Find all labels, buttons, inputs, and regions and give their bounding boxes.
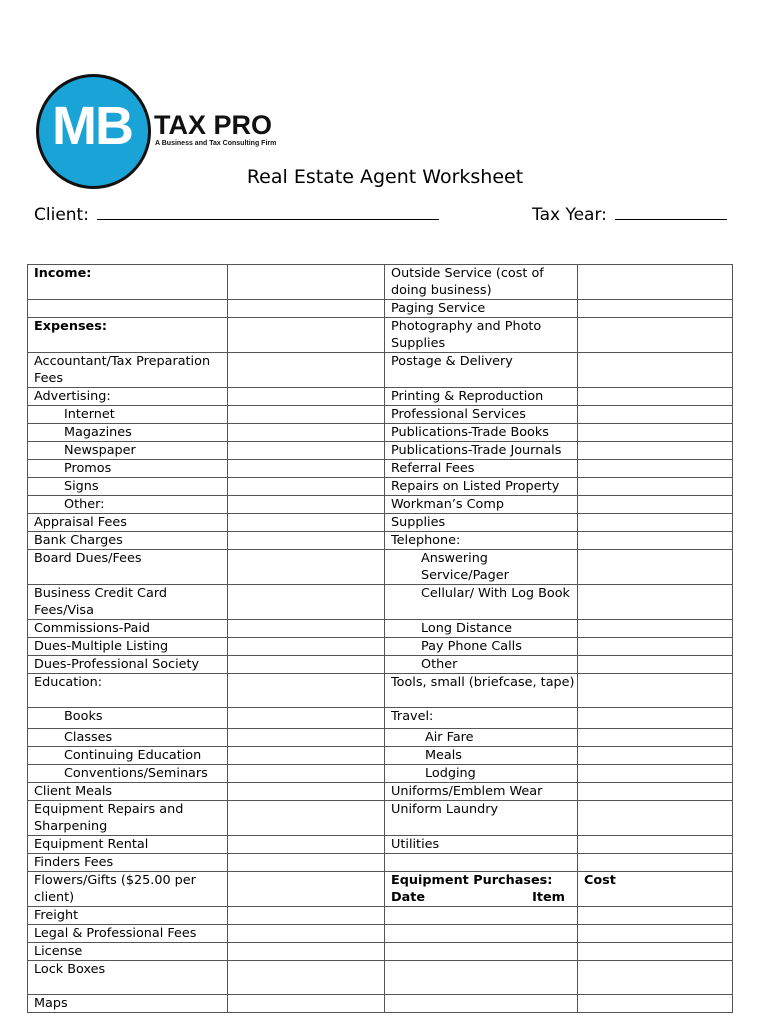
table-row bbox=[28, 872, 733, 907]
amount-cell[interactable] bbox=[578, 514, 733, 532]
expense-label: Education: bbox=[28, 674, 228, 708]
table-row bbox=[28, 442, 733, 460]
table-row bbox=[28, 638, 733, 656]
table-row bbox=[28, 318, 733, 353]
expense-label bbox=[28, 300, 228, 318]
client-line[interactable] bbox=[97, 218, 439, 220]
table-row bbox=[28, 783, 733, 801]
amount-cell[interactable] bbox=[228, 836, 385, 854]
expense-label bbox=[385, 943, 578, 961]
expense-label: Classes bbox=[28, 729, 228, 747]
expense-label bbox=[385, 925, 578, 943]
amount-cell[interactable] bbox=[228, 729, 385, 747]
page-title: Real Estate Agent Worksheet bbox=[246, 166, 524, 188]
expense-label: Professional Services bbox=[385, 406, 578, 424]
amount-cell[interactable] bbox=[228, 925, 385, 943]
expense-label: Travel: bbox=[385, 708, 578, 729]
amount-cell[interactable] bbox=[228, 943, 385, 961]
amount-cell[interactable] bbox=[578, 638, 733, 656]
expense-label: Uniforms/Emblem Wear bbox=[385, 783, 578, 801]
amount-cell[interactable] bbox=[578, 406, 733, 424]
expense-label: Referral Fees bbox=[385, 460, 578, 478]
expense-label: Continuing Education bbox=[28, 747, 228, 765]
expense-label: Business Credit Card Fees/Visa bbox=[28, 585, 228, 620]
amount-cell[interactable] bbox=[228, 300, 385, 318]
amount-cell[interactable] bbox=[578, 353, 733, 388]
logo-name: TAX PRO bbox=[154, 110, 273, 140]
table-row bbox=[28, 747, 733, 765]
table-row bbox=[28, 907, 733, 925]
table-row bbox=[28, 585, 733, 620]
table-row bbox=[28, 460, 733, 478]
amount-cell[interactable] bbox=[578, 656, 733, 674]
client-label: Client: bbox=[34, 205, 89, 225]
amount-cell[interactable] bbox=[578, 532, 733, 550]
expense-label: Board Dues/Fees bbox=[28, 550, 228, 585]
amount-cell[interactable] bbox=[578, 943, 733, 961]
amount-cell[interactable] bbox=[228, 765, 385, 783]
table-row bbox=[28, 300, 733, 318]
expense-label: Workman’s Comp bbox=[385, 496, 578, 514]
expense-label: Answering Service/Pager bbox=[385, 550, 578, 585]
amount-cell[interactable] bbox=[228, 424, 385, 442]
amount-cell[interactable] bbox=[228, 674, 385, 708]
amount-cell[interactable] bbox=[228, 995, 385, 1013]
table-row bbox=[28, 496, 733, 514]
expense-label: Appraisal Fees bbox=[28, 514, 228, 532]
amount-cell[interactable] bbox=[228, 801, 385, 836]
equipment-columns bbox=[391, 889, 577, 906]
amount-cell[interactable] bbox=[578, 550, 733, 585]
date-label: Date bbox=[391, 890, 426, 905]
expense-label: Expenses: bbox=[28, 318, 228, 353]
expense-label: Tools, small (briefcase, tape) bbox=[385, 674, 578, 708]
amount-cell[interactable] bbox=[578, 388, 733, 406]
expense-label: Dues-Multiple Listing bbox=[28, 638, 228, 656]
amount-cell[interactable] bbox=[228, 406, 385, 424]
amount-cell[interactable] bbox=[228, 638, 385, 656]
expense-label: Promos bbox=[28, 460, 228, 478]
amount-cell[interactable] bbox=[578, 801, 733, 836]
amount-cell[interactable] bbox=[228, 265, 385, 300]
expense-label: Long Distance bbox=[385, 620, 578, 638]
expense-label: Advertising: bbox=[28, 388, 228, 406]
amount-cell[interactable] bbox=[228, 478, 385, 496]
amount-cell[interactable] bbox=[228, 783, 385, 801]
amount-cell[interactable] bbox=[228, 550, 385, 585]
expense-label: Utilities bbox=[385, 836, 578, 854]
expense-label: Newspaper bbox=[28, 442, 228, 460]
amount-cell[interactable] bbox=[228, 353, 385, 388]
amount-cell[interactable] bbox=[578, 620, 733, 638]
amount-cell[interactable] bbox=[578, 783, 733, 801]
amount-cell[interactable] bbox=[578, 729, 733, 747]
expense-label: Equipment Repairs and Sharpening bbox=[28, 801, 228, 836]
expense-label: Printing & Reproduction bbox=[385, 388, 578, 406]
equipment-purchases-cell bbox=[385, 872, 578, 907]
table-row bbox=[28, 656, 733, 674]
amount-cell[interactable] bbox=[228, 532, 385, 550]
amount-cell[interactable] bbox=[578, 765, 733, 783]
amount-cell[interactable] bbox=[578, 265, 733, 300]
expense-label: Cellular/ With Log Book bbox=[385, 585, 578, 620]
expense-label: Supplies bbox=[385, 514, 578, 532]
expense-label: Flowers/Gifts ($25.00 per client) bbox=[28, 872, 228, 907]
expense-label bbox=[385, 854, 578, 872]
expense-label: Magazines bbox=[28, 424, 228, 442]
amount-cell[interactable] bbox=[228, 585, 385, 620]
amount-cell[interactable] bbox=[228, 318, 385, 353]
table-row bbox=[28, 265, 733, 300]
amount-cell[interactable] bbox=[578, 460, 733, 478]
amount-cell[interactable] bbox=[578, 854, 733, 872]
expense-label: Telephone: bbox=[385, 532, 578, 550]
tax-year-field[interactable] bbox=[532, 205, 727, 225]
table-row bbox=[28, 854, 733, 872]
table-row bbox=[28, 353, 733, 388]
item-label: Item bbox=[532, 890, 565, 905]
amount-cell[interactable] bbox=[228, 907, 385, 925]
amount-cell[interactable] bbox=[228, 708, 385, 729]
expense-label: Postage & Delivery bbox=[385, 353, 578, 388]
expense-label: Commissions-Paid bbox=[28, 620, 228, 638]
amount-cell[interactable] bbox=[228, 854, 385, 872]
table-row bbox=[28, 674, 733, 708]
amount-cell[interactable] bbox=[578, 747, 733, 765]
expense-label: Meals bbox=[385, 747, 578, 765]
table-row bbox=[28, 708, 733, 729]
table-row bbox=[28, 729, 733, 747]
amount-cell[interactable] bbox=[578, 424, 733, 442]
amount-cell[interactable] bbox=[578, 300, 733, 318]
cost-header: Cost bbox=[578, 872, 733, 907]
expense-label: License bbox=[28, 943, 228, 961]
table-row bbox=[28, 620, 733, 638]
amount-cell[interactable] bbox=[228, 388, 385, 406]
expense-label: Accountant/Tax Preparation Fees bbox=[28, 353, 228, 388]
expense-label: Other bbox=[385, 656, 578, 674]
table-row bbox=[28, 995, 733, 1013]
amount-cell[interactable] bbox=[578, 995, 733, 1013]
expense-label: Internet bbox=[28, 406, 228, 424]
expense-label: Finders Fees bbox=[28, 854, 228, 872]
table-row bbox=[28, 961, 733, 995]
tax-year-label: Tax Year: bbox=[532, 205, 607, 225]
expense-label: Air Fare bbox=[385, 729, 578, 747]
amount-cell[interactable] bbox=[578, 907, 733, 925]
amount-cell[interactable] bbox=[578, 961, 733, 995]
table-row bbox=[28, 388, 733, 406]
expense-label: Income: bbox=[28, 265, 228, 300]
amount-cell[interactable] bbox=[228, 872, 385, 907]
logo-tagline: A Business and Tax Consulting Firm bbox=[155, 140, 277, 147]
amount-cell[interactable] bbox=[228, 460, 385, 478]
expense-label: Publications-Trade Journals bbox=[385, 442, 578, 460]
expense-label bbox=[385, 961, 578, 995]
expense-label: Uniform Laundry bbox=[385, 801, 578, 836]
amount-cell[interactable] bbox=[578, 925, 733, 943]
amount-cell[interactable] bbox=[228, 747, 385, 765]
amount-cell[interactable] bbox=[228, 442, 385, 460]
amount-cell[interactable] bbox=[578, 708, 733, 729]
expense-label: Maps bbox=[28, 995, 228, 1013]
expense-label bbox=[385, 995, 578, 1013]
tax-year-line[interactable] bbox=[615, 218, 727, 220]
table-row bbox=[28, 550, 733, 585]
amount-cell[interactable] bbox=[578, 318, 733, 353]
expense-label: Conventions/Seminars bbox=[28, 765, 228, 783]
expense-label: Publications-Trade Books bbox=[385, 424, 578, 442]
logo-mark: MB bbox=[52, 96, 132, 156]
amount-cell[interactable] bbox=[578, 836, 733, 854]
amount-cell[interactable] bbox=[578, 674, 733, 708]
expense-label: Repairs on Listed Property bbox=[385, 478, 578, 496]
table-row bbox=[28, 424, 733, 442]
table-row bbox=[28, 532, 733, 550]
expense-label: Outside Service (cost of doing business) bbox=[385, 265, 578, 300]
amount-cell[interactable] bbox=[228, 961, 385, 995]
expense-label: Lodging bbox=[385, 765, 578, 783]
table-row bbox=[28, 801, 733, 836]
expense-label: Pay Phone Calls bbox=[385, 638, 578, 656]
expense-label: Legal & Professional Fees bbox=[28, 925, 228, 943]
amount-cell[interactable] bbox=[578, 496, 733, 514]
expense-label: Books bbox=[28, 708, 228, 729]
expense-label: Bank Charges bbox=[28, 532, 228, 550]
expense-label bbox=[385, 907, 578, 925]
expense-label: Paging Service bbox=[385, 300, 578, 318]
expense-label: Photography and Photo Supplies bbox=[385, 318, 578, 353]
amount-cell[interactable] bbox=[228, 656, 385, 674]
expense-label: Signs bbox=[28, 478, 228, 496]
amount-cell[interactable] bbox=[578, 478, 733, 496]
expense-label: Other: bbox=[28, 496, 228, 514]
table-row bbox=[28, 406, 733, 424]
table-row bbox=[28, 925, 733, 943]
table-row bbox=[28, 514, 733, 532]
table-row bbox=[28, 836, 733, 854]
amount-cell[interactable] bbox=[228, 620, 385, 638]
expense-label: Client Meals bbox=[28, 783, 228, 801]
amount-cell[interactable] bbox=[578, 442, 733, 460]
client-field[interactable] bbox=[34, 205, 439, 225]
amount-cell[interactable] bbox=[228, 514, 385, 532]
expense-label: Equipment Rental bbox=[28, 836, 228, 854]
table-row bbox=[28, 478, 733, 496]
worksheet-table bbox=[27, 264, 733, 1013]
amount-cell[interactable] bbox=[578, 585, 733, 620]
equipment-heading: Equipment Purchases: bbox=[391, 873, 553, 888]
expense-label: Lock Boxes bbox=[28, 961, 228, 995]
expense-label: Freight bbox=[28, 907, 228, 925]
expense-label: Dues-Professional Society bbox=[28, 656, 228, 674]
amount-cell[interactable] bbox=[228, 496, 385, 514]
table-row bbox=[28, 765, 733, 783]
table-row bbox=[28, 943, 733, 961]
